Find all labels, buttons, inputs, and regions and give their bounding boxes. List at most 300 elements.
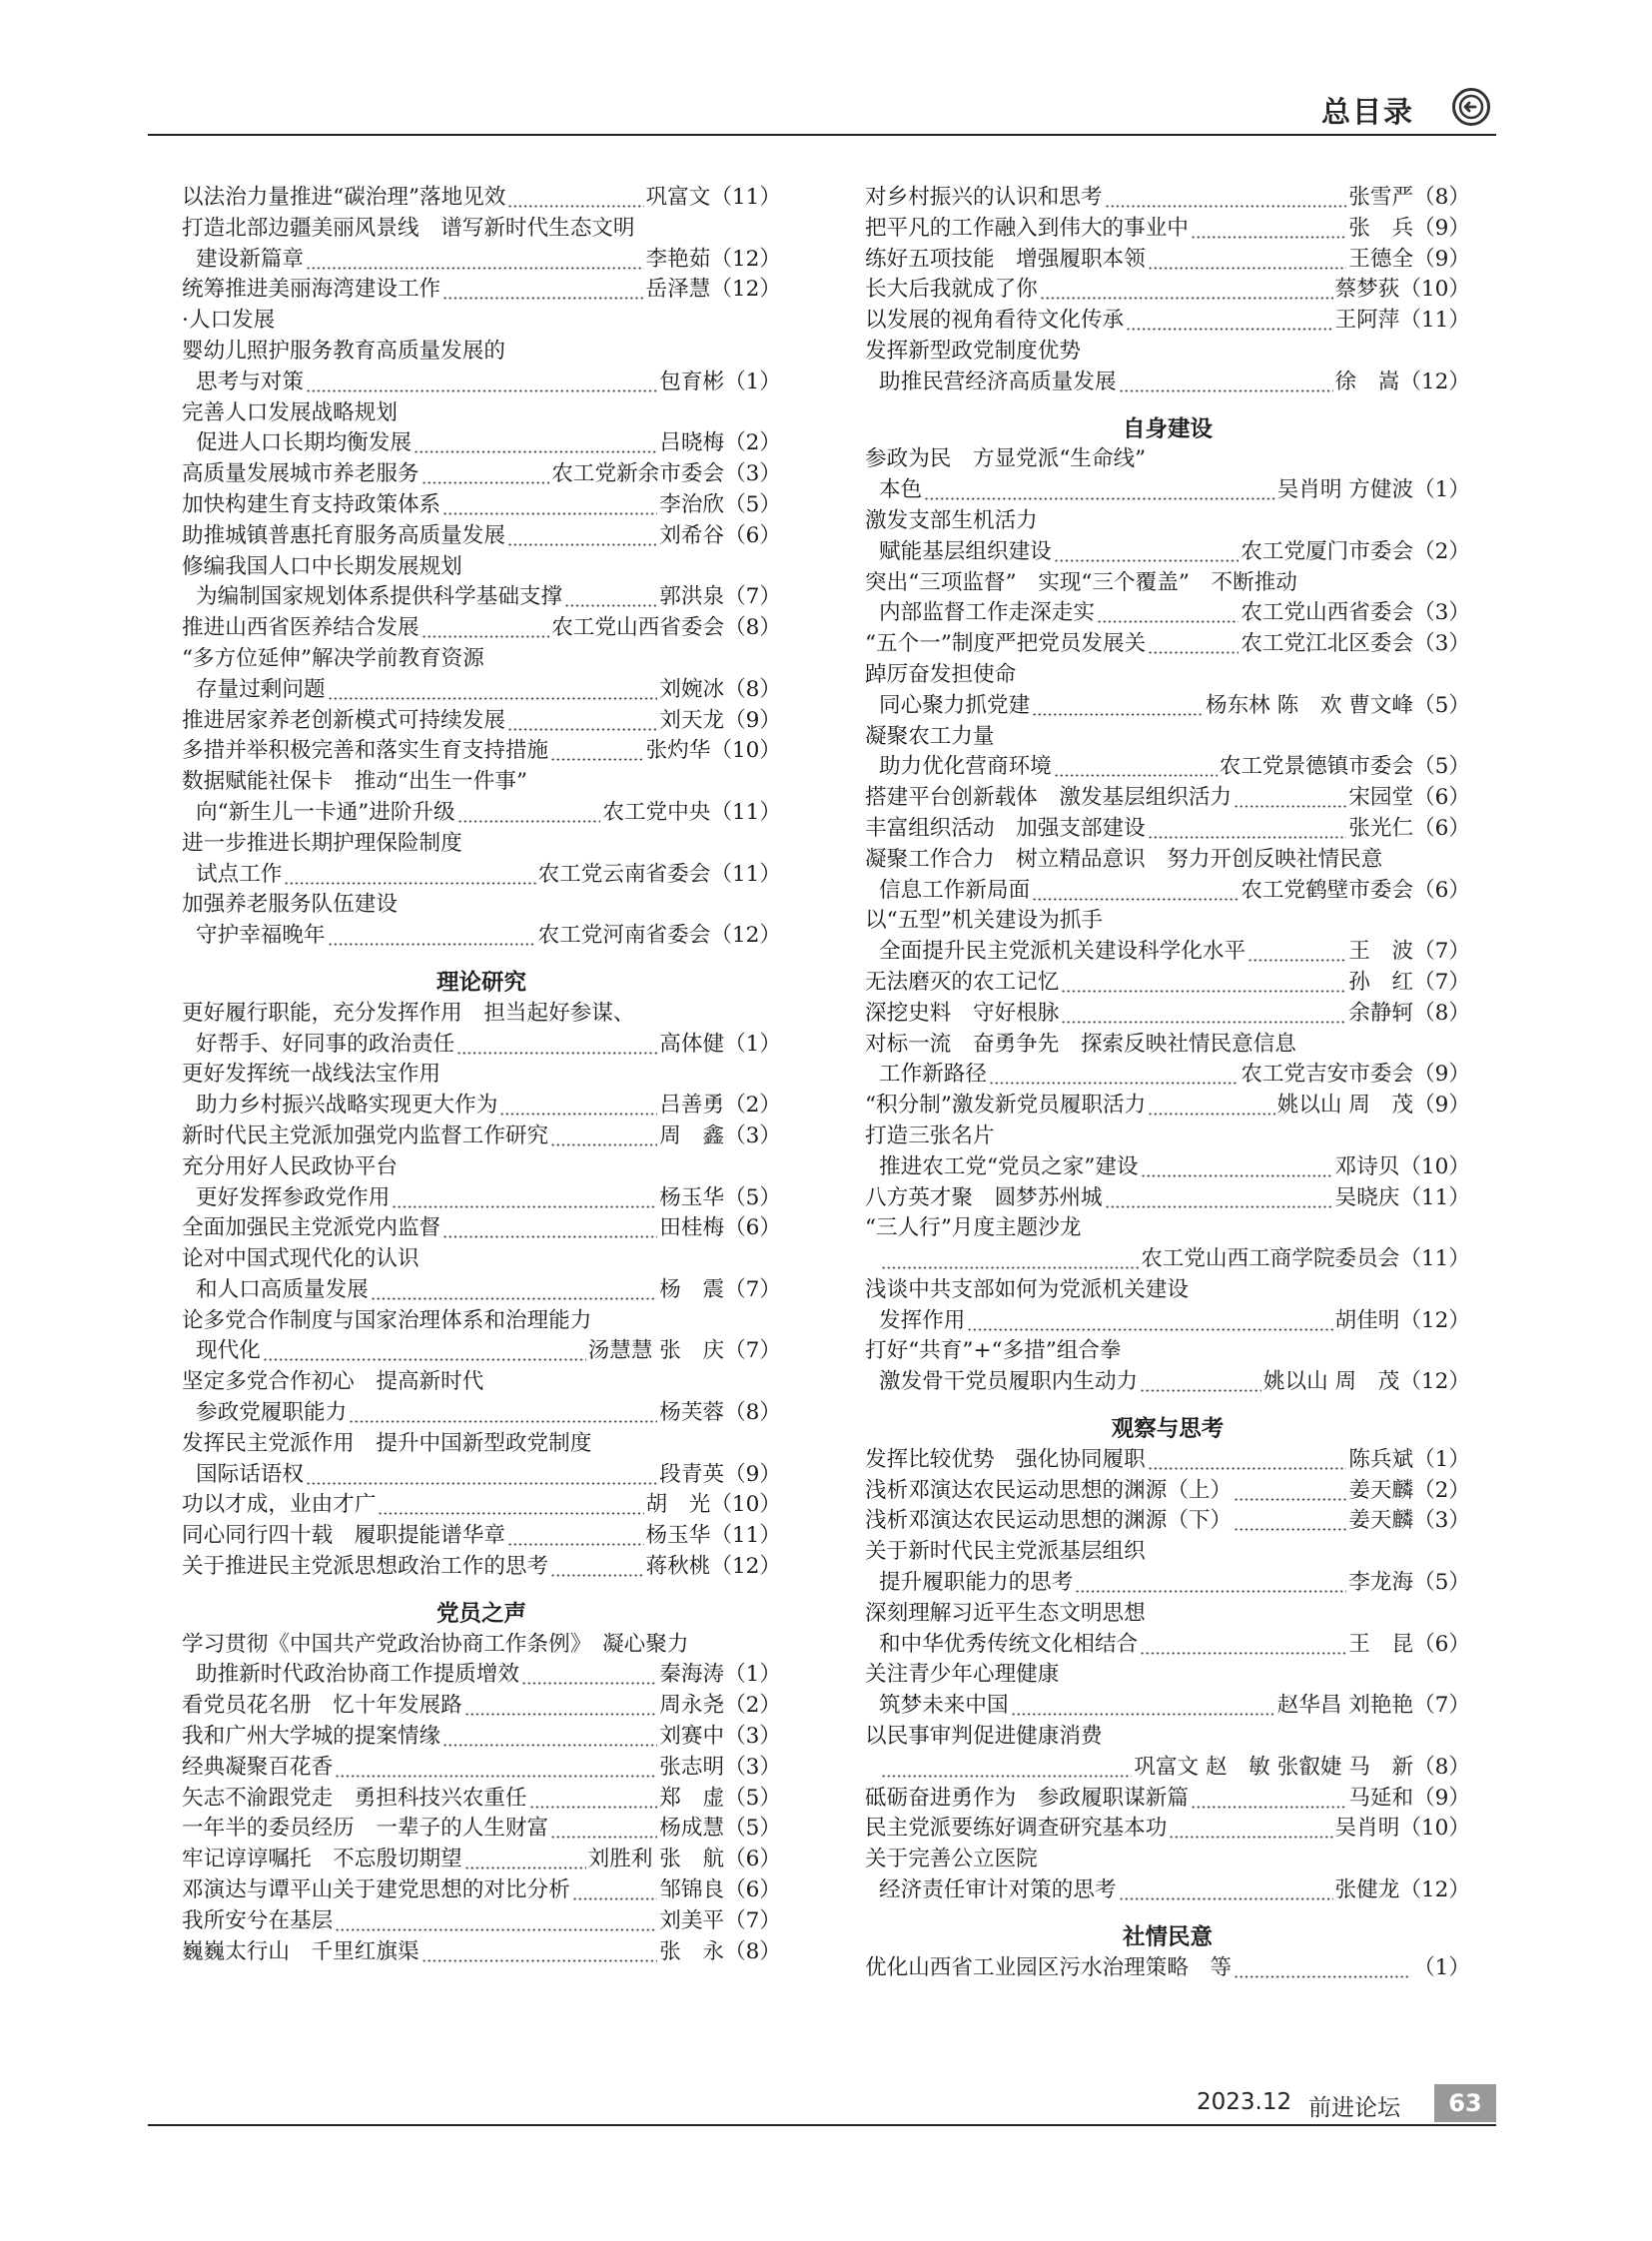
entry-author: 李治欣 xyxy=(659,491,725,517)
toc-entry[interactable] xyxy=(182,1275,781,1306)
entry-title: 深挖史料 守好根脉 xyxy=(865,1000,1060,1026)
entry-issue: （11） xyxy=(1399,1246,1470,1272)
entry-author: 段青英 xyxy=(659,1461,725,1487)
entry-issue: （5） xyxy=(724,1785,781,1811)
entry-issue: （5） xyxy=(724,491,781,517)
entry-author: 农工党山西工商学院委员会 xyxy=(1141,1246,1400,1272)
entry-author: 王阿萍 xyxy=(1334,308,1400,334)
toc-entry[interactable] xyxy=(865,537,1470,568)
entry-issue: （6） xyxy=(724,1847,781,1872)
entry-title: 浅析邓演达农民运动思想的渊源（上） xyxy=(865,1477,1233,1503)
toc-entry[interactable] xyxy=(865,1568,1470,1599)
entry-title: 婴幼儿照护服务教育高质量发展的 xyxy=(182,338,505,364)
entry-issue: （7） xyxy=(1413,969,1470,995)
toc-entry[interactable] xyxy=(182,860,781,891)
dot-leader xyxy=(1140,1367,1261,1398)
section-gap xyxy=(865,1906,1470,1922)
dot-leader xyxy=(521,1660,657,1691)
entry-issue: （8） xyxy=(724,1400,781,1426)
toc-entry-line[interactable] xyxy=(865,1336,1470,1367)
entry-issue: （3） xyxy=(1413,600,1470,626)
page-number: 63 xyxy=(1434,2084,1496,2122)
toc-entry[interactable] xyxy=(182,1753,781,1784)
toc-entry[interactable] xyxy=(865,1953,1470,1984)
toc-entry[interactable] xyxy=(182,1336,781,1367)
entry-author: 农工党厦门市委会 xyxy=(1240,538,1414,564)
toc-entry[interactable] xyxy=(182,1030,781,1061)
entry-issue: （8） xyxy=(724,676,781,702)
dot-leader xyxy=(456,1030,657,1061)
toc-entry-line[interactable] xyxy=(865,506,1470,537)
entry-title: 全面提升民主党派机关建设科学化水平 xyxy=(879,939,1246,965)
toc-entry-line[interactable] xyxy=(865,906,1470,937)
toc-entry-line[interactable] xyxy=(182,1060,781,1091)
dot-leader xyxy=(464,1691,658,1722)
entry-author: 孙 红 xyxy=(1348,969,1414,995)
toc-entry[interactable] xyxy=(182,1845,781,1875)
entry-author: 姜天麟 xyxy=(1348,1477,1414,1503)
toc-entry[interactable] xyxy=(865,1091,1470,1121)
entry-issue: （3） xyxy=(724,1122,781,1148)
dot-leader xyxy=(306,1460,657,1491)
entry-issue: （6） xyxy=(1413,815,1470,841)
toc-entry-line[interactable] xyxy=(865,660,1470,691)
toc-entry-line[interactable] xyxy=(182,552,781,583)
entry-title: 本色 xyxy=(879,477,923,503)
toc-entry[interactable] xyxy=(865,968,1470,999)
toc-entry-line[interactable] xyxy=(865,568,1470,599)
toc-entry[interactable] xyxy=(182,1552,781,1583)
entry-title: 八方英才聚 圆梦苏州城 xyxy=(865,1184,1103,1210)
dot-leader xyxy=(1126,306,1332,337)
entry-issue: （8） xyxy=(1413,1754,1470,1780)
entry-title: 和人口高质量发展 xyxy=(196,1276,369,1302)
toc-entry[interactable] xyxy=(182,706,781,737)
entry-title: 功以才成，业由才广 xyxy=(182,1492,377,1518)
toc-column-left xyxy=(182,183,781,1967)
entry-title: 邓演达与谭平山关于建党思想的对比分析 xyxy=(182,1877,570,1903)
header-title: 总目录 xyxy=(1320,95,1414,129)
entry-author: 农工党鹤壁市委会 xyxy=(1240,877,1414,903)
entry-title: 筑梦未来中国 xyxy=(879,1693,1009,1719)
entry-title: 更好发挥统一战线法宝作用 xyxy=(182,1062,441,1088)
entry-title: 凝聚工作合力 树立精品意识 努力开创反映社情民意 xyxy=(865,846,1383,872)
entry-issue: （1） xyxy=(1413,1954,1470,1980)
entry-issue: （7） xyxy=(1413,1693,1470,1719)
dot-leader xyxy=(1169,1814,1332,1845)
toc-entry[interactable] xyxy=(865,1506,1470,1537)
dot-leader xyxy=(421,459,550,490)
toc-entry[interactable] xyxy=(182,1183,781,1214)
entry-author: 王 昆 xyxy=(1348,1631,1414,1657)
toc-entry[interactable] xyxy=(182,1906,781,1937)
entry-title: 关于推进民主党派思想政治工作的思考 xyxy=(182,1554,549,1580)
toc-entry-line[interactable] xyxy=(865,1599,1470,1630)
entry-title: 关于新时代民主党派基层组织 xyxy=(865,1539,1146,1565)
entry-title: 数据赋能社保卡 推动“出生一件事” xyxy=(182,769,527,795)
entry-author: 农工党吉安市委会 xyxy=(1240,1062,1414,1088)
toc-entry[interactable] xyxy=(865,1476,1470,1507)
toc-entry-line[interactable] xyxy=(865,337,1470,368)
toc-entry[interactable] xyxy=(182,798,781,829)
entry-title: 搭建平台创新载体 激发基层组织活力 xyxy=(865,785,1233,811)
toc-entry[interactable] xyxy=(182,368,781,398)
dot-leader xyxy=(306,368,657,398)
entry-issue: （2） xyxy=(1413,538,1470,564)
dot-leader xyxy=(1119,1875,1333,1906)
toc-entry-line[interactable] xyxy=(182,767,781,798)
toc-entry[interactable] xyxy=(865,876,1470,907)
toc-entry-line[interactable] xyxy=(865,1213,1470,1244)
entry-title: 多措并举积极完善和落实生育支持措施 xyxy=(182,738,549,764)
toc-entry[interactable] xyxy=(865,691,1470,722)
entry-issue: （3） xyxy=(724,1724,781,1750)
subsection-heading xyxy=(182,306,781,337)
toc-entry[interactable] xyxy=(182,582,781,613)
entry-title: 我和广州大学城的提案情缘 xyxy=(182,1724,441,1750)
toc-entry[interactable] xyxy=(182,1937,781,1968)
dot-leader xyxy=(284,860,535,891)
entry-title: 一年半的委员经历 一辈子的人生财富 xyxy=(182,1816,549,1842)
section-heading: 社情民意 xyxy=(1122,1923,1213,1950)
toc-entry[interactable] xyxy=(865,183,1470,214)
entry-title: 以发展的视角看待文化传承 xyxy=(865,308,1125,334)
entry-author: 赵华昌 刘艳艳 xyxy=(1276,1693,1414,1719)
entry-title: 激发支部生机活力 xyxy=(865,507,1038,533)
toc-entry-line[interactable] xyxy=(182,337,781,368)
toc-entry[interactable] xyxy=(865,1753,1470,1784)
toc-entry[interactable] xyxy=(865,245,1470,276)
entry-title: 发挥民主党派作用 提升中国新型政党制度 xyxy=(182,1430,592,1456)
toc-entry-line[interactable] xyxy=(182,398,781,429)
toc-entry[interactable] xyxy=(182,428,781,459)
dot-leader xyxy=(1234,783,1346,814)
entry-title: 助推城镇普惠托育服务高质量发展 xyxy=(182,522,505,548)
entry-title: 踔厉奋发担使命 xyxy=(865,661,1017,687)
entry-author: 姚以山 周 茂 xyxy=(1262,1369,1400,1395)
toc-entry[interactable] xyxy=(182,490,781,521)
entry-title: 论多党合作制度与国家治理体系和治理能力 xyxy=(182,1307,592,1333)
toc-entry[interactable] xyxy=(182,1121,781,1152)
entry-title: 发挥比较优势 强化协同履职 xyxy=(865,1446,1146,1472)
toc-entry-line[interactable] xyxy=(865,1030,1470,1061)
entry-title: 凝聚农工力量 xyxy=(865,723,995,749)
entry-author: 农工党中央 xyxy=(602,799,711,825)
toc-entry[interactable] xyxy=(182,1398,781,1429)
entry-issue: （9） xyxy=(1413,1062,1470,1088)
entry-issue: （12） xyxy=(1399,1877,1470,1903)
entry-author: 胡佳明 xyxy=(1334,1307,1400,1333)
toc-entry[interactable] xyxy=(182,921,781,952)
entry-issue: （10） xyxy=(710,738,781,764)
toc-entry-line[interactable] xyxy=(182,1152,781,1183)
dot-leader xyxy=(371,1275,658,1306)
toc-entry-line[interactable] xyxy=(182,1429,781,1460)
entry-title: 发挥作用 xyxy=(879,1307,966,1333)
toc-entry[interactable] xyxy=(865,1152,1470,1183)
entry-issue: （2） xyxy=(724,430,781,456)
entry-author: 包育彬 xyxy=(659,369,725,394)
dot-leader xyxy=(550,1121,657,1152)
toc-entry[interactable] xyxy=(182,275,781,306)
entry-author: 杨玉华 xyxy=(659,1184,725,1210)
entry-issue: （2） xyxy=(1413,1477,1470,1503)
entry-title: 激发骨干党员履职内生动力 xyxy=(879,1369,1139,1395)
entry-title: 全面加强民主党派党内监督 xyxy=(182,1215,441,1241)
entry-author: 张志明 xyxy=(659,1754,725,1780)
toc-entry[interactable] xyxy=(182,183,781,214)
toc-entry[interactable] xyxy=(865,1060,1470,1091)
toc-column-right xyxy=(865,183,1470,1983)
dot-leader xyxy=(335,1753,657,1784)
entry-author: 田桂梅 xyxy=(659,1215,725,1241)
toc-entry-line[interactable] xyxy=(182,890,781,921)
dot-leader xyxy=(1148,245,1347,276)
entry-issue: （9） xyxy=(1413,1093,1470,1119)
entry-issue: （11） xyxy=(710,1523,781,1549)
entry-issue: （11） xyxy=(710,861,781,887)
toc-entry-line[interactable] xyxy=(865,444,1470,475)
toc-entry[interactable] xyxy=(865,783,1470,814)
toc-entry[interactable] xyxy=(865,1183,1470,1214)
entry-title: 试点工作 xyxy=(196,861,283,887)
entry-issue: （9） xyxy=(1413,246,1470,272)
entry-author: 岳泽慧 xyxy=(645,277,711,303)
entry-author: 刘天龙 xyxy=(659,707,725,733)
toc-entry-line[interactable] xyxy=(865,845,1470,876)
toc-entry[interactable] xyxy=(865,1367,1470,1398)
entry-issue: （12） xyxy=(710,277,781,303)
entry-author: 刘婉冰 xyxy=(659,676,725,702)
entry-author: 吴肖明 xyxy=(1334,1816,1400,1842)
entry-title: 新时代民主党派加强党内监督工作研究 xyxy=(182,1122,549,1148)
toc-entry[interactable] xyxy=(182,675,781,706)
toc-entry[interactable] xyxy=(182,521,781,552)
dot-leader xyxy=(1234,1953,1411,1984)
toc-entry[interactable] xyxy=(865,598,1470,629)
entry-author: 农工党江北区委会 xyxy=(1240,631,1414,657)
dot-leader xyxy=(1148,1445,1347,1476)
entry-issue: （12） xyxy=(1399,369,1470,394)
entry-issue: （3） xyxy=(1413,1508,1470,1534)
toc-entry-line[interactable] xyxy=(182,1306,781,1337)
entry-author: 秦海涛 xyxy=(659,1662,725,1688)
entry-title: 工作新路径 xyxy=(879,1062,987,1088)
entry-author: 李龙海 xyxy=(1348,1570,1414,1596)
entry-title: 国际话语权 xyxy=(196,1461,304,1487)
toc-entry-line[interactable] xyxy=(865,1845,1470,1875)
entry-issue: （11） xyxy=(710,799,781,825)
toc-entry[interactable] xyxy=(182,1784,781,1815)
toc-entry-line[interactable] xyxy=(182,999,781,1030)
toc-entry[interactable] xyxy=(865,1875,1470,1906)
toc-entry-line[interactable] xyxy=(182,644,781,675)
entry-title: 矢志不渝跟党走 勇担科技兴农重任 xyxy=(182,1785,527,1811)
entry-title: 打造北部边疆美丽风景线 谱写新时代生态文明 xyxy=(182,215,635,241)
toc-entry-line[interactable] xyxy=(865,1121,1470,1152)
dot-leader xyxy=(442,1722,657,1753)
toc-entry[interactable] xyxy=(865,275,1470,306)
toc-entry[interactable] xyxy=(865,1244,1470,1275)
entry-title: 高质量发展城市养老服务 xyxy=(182,461,419,487)
entry-issue: （5） xyxy=(724,1816,781,1842)
entry-title: 更好履行职能，充分发挥作用 担当起好参谋、 xyxy=(182,1000,635,1026)
toc-entry[interactable] xyxy=(865,1691,1470,1722)
entry-issue: （8） xyxy=(724,615,781,641)
toc-entry[interactable] xyxy=(865,1306,1470,1337)
toc-entry[interactable] xyxy=(865,1784,1470,1815)
toc-entry[interactable] xyxy=(865,999,1470,1030)
toc-entry-line[interactable] xyxy=(865,722,1470,753)
dot-leader xyxy=(1247,937,1346,968)
entry-issue: （5） xyxy=(1413,1570,1470,1596)
toc-entry[interactable] xyxy=(182,1875,781,1906)
entry-author: 邓诗贝 xyxy=(1334,1153,1400,1179)
section-heading: 理论研究 xyxy=(435,969,526,996)
toc-entry[interactable] xyxy=(182,1490,781,1521)
entry-title: 信息工作新局面 xyxy=(879,877,1031,903)
entry-author: 张健龙 xyxy=(1334,1877,1400,1903)
entry-issue: （2） xyxy=(724,1693,781,1719)
dot-leader xyxy=(335,1906,657,1937)
entry-title: 现代化 xyxy=(196,1338,261,1364)
journal-name: 前进论坛 xyxy=(1308,2095,1400,2121)
entry-issue: （6） xyxy=(724,1215,781,1241)
entry-author: 姜天麟 xyxy=(1348,1508,1414,1534)
dot-leader xyxy=(564,582,657,613)
toc-entry[interactable] xyxy=(182,1460,781,1491)
entry-issue: （5） xyxy=(1413,754,1470,780)
dot-leader xyxy=(1141,1152,1333,1183)
toc-entry[interactable] xyxy=(182,1660,781,1691)
toc-entry[interactable] xyxy=(182,1091,781,1121)
entry-title: 牢记谆谆嘱托 不忘殷切期望 xyxy=(182,1847,462,1872)
toc-entry-line[interactable] xyxy=(182,829,781,860)
toc-entry[interactable] xyxy=(182,1722,781,1753)
toc-entry-line[interactable] xyxy=(182,1367,781,1398)
entry-title: 修编我国人口中长期发展规划 xyxy=(182,553,462,579)
toc-entry-line[interactable] xyxy=(182,214,781,245)
section-heading: 党员之声 xyxy=(435,1600,526,1627)
section-gap xyxy=(182,952,781,968)
dot-leader xyxy=(499,1091,657,1121)
entry-issue: （1） xyxy=(724,1662,781,1688)
entry-title: 守护幸福晚年 xyxy=(196,923,326,949)
dot-leader xyxy=(881,1244,1139,1275)
toc-entry[interactable] xyxy=(865,1814,1470,1845)
entry-title: 突出“三项监督” 实现“三个覆盖” 不断推动 xyxy=(865,569,1297,595)
entry-title: 无法磨灭的农工记忆 xyxy=(865,969,1060,995)
dot-leader xyxy=(1061,968,1346,999)
toc-entry[interactable] xyxy=(182,1213,781,1244)
toc-entry[interactable] xyxy=(182,1691,781,1722)
toc-entry[interactable] xyxy=(182,459,781,490)
toc-entry-line[interactable] xyxy=(865,1722,1470,1753)
entry-issue: （7） xyxy=(724,1907,781,1933)
toc-entry[interactable] xyxy=(865,306,1470,337)
toc-entry[interactable] xyxy=(865,368,1470,398)
entry-author: 邹锦良 xyxy=(659,1877,725,1903)
dot-leader xyxy=(1011,1691,1275,1722)
issue-date: 2023.12 xyxy=(1197,2089,1292,2115)
toc-entry[interactable] xyxy=(865,1630,1470,1661)
entry-issue: （1） xyxy=(724,1031,781,1057)
entry-title: 对乡村振兴的认识和思考 xyxy=(865,185,1103,210)
entry-author: 周 鑫 xyxy=(659,1122,725,1148)
toc-entry[interactable] xyxy=(182,1521,781,1552)
entry-author: 刘希谷 xyxy=(659,522,725,548)
toc-entry[interactable] xyxy=(865,475,1470,506)
entry-title: 推进居家养老创新模式可持续发展 xyxy=(182,707,505,733)
dot-leader xyxy=(306,245,644,276)
entry-title: 统筹推进美丽海湾建设工作 xyxy=(182,277,441,303)
dot-leader xyxy=(1054,752,1218,783)
toc-entry[interactable] xyxy=(182,613,781,644)
entry-title: 推进农工党“党员之家”建设 xyxy=(879,1153,1139,1179)
dot-leader xyxy=(328,675,658,706)
toc-entry[interactable] xyxy=(865,629,1470,660)
entry-author: 张雪严 xyxy=(1348,185,1414,210)
entry-author: 郭洪泉 xyxy=(659,584,725,610)
entry-title: 建设新篇章 xyxy=(196,246,304,272)
toc-entry-line[interactable] xyxy=(182,1630,781,1661)
entry-title: 同心聚力抓党建 xyxy=(879,692,1031,718)
circled-left-arrow-icon xyxy=(1452,88,1490,126)
toc-entry[interactable] xyxy=(865,752,1470,783)
toc-entry[interactable] xyxy=(865,214,1470,245)
toc-entry[interactable] xyxy=(182,736,781,767)
entry-issue: （7） xyxy=(724,1338,781,1364)
dot-leader xyxy=(442,275,643,306)
entry-title: 进一步推进长期护理保险制度 xyxy=(182,830,462,856)
entry-issue: （6） xyxy=(1413,877,1470,903)
dot-leader xyxy=(572,1875,658,1906)
entry-issue: （1） xyxy=(724,369,781,394)
dot-leader xyxy=(550,1552,643,1583)
toc-entry-line[interactable] xyxy=(865,1660,1470,1691)
toc-entry-line[interactable] xyxy=(865,1537,1470,1568)
section-gap xyxy=(865,398,1470,414)
entry-title: 向“新生儿一卡通”进阶升级 xyxy=(196,799,455,825)
entry-author: 农工党山西省委会 xyxy=(1240,600,1414,626)
toc-entry[interactable] xyxy=(182,1814,781,1845)
entry-title: 思考与对策 xyxy=(196,369,304,394)
entry-author: 巩富文 xyxy=(645,185,711,210)
entry-author: 张 兵 xyxy=(1348,215,1414,241)
entry-title: 推进山西省医养结合发展 xyxy=(182,615,419,641)
entry-title: “五个一”制度严把党员发展关 xyxy=(865,631,1147,657)
toc-entry[interactable] xyxy=(182,245,781,276)
entry-title: 提升履职能力的思考 xyxy=(879,1570,1074,1596)
entry-author: 余静轲 xyxy=(1348,1000,1414,1026)
entry-issue: （10） xyxy=(1399,1153,1470,1179)
section-gap xyxy=(182,1583,781,1599)
entry-issue: （11） xyxy=(1399,308,1470,334)
toc-entry[interactable] xyxy=(865,814,1470,845)
entry-title: 为编制国家规划体系提供科学基础支撑 xyxy=(196,584,563,610)
toc-entry[interactable] xyxy=(865,1445,1470,1476)
toc-entry-line[interactable] xyxy=(182,1244,781,1275)
entry-title: 助力优化营商环境 xyxy=(879,754,1052,780)
entry-title: 对标一流 奋勇争先 探索反映社情民意信息 xyxy=(865,1031,1296,1057)
toc-entry-line[interactable] xyxy=(865,1275,1470,1306)
entry-author: 胡 光 xyxy=(645,1492,711,1518)
entry-title: 关于完善公立医院 xyxy=(865,1847,1038,1872)
toc-entry[interactable] xyxy=(865,937,1470,968)
entry-author: 郑 虚 xyxy=(659,1785,725,1811)
entry-issue: （12） xyxy=(1399,1307,1470,1333)
dot-leader xyxy=(924,475,1274,506)
